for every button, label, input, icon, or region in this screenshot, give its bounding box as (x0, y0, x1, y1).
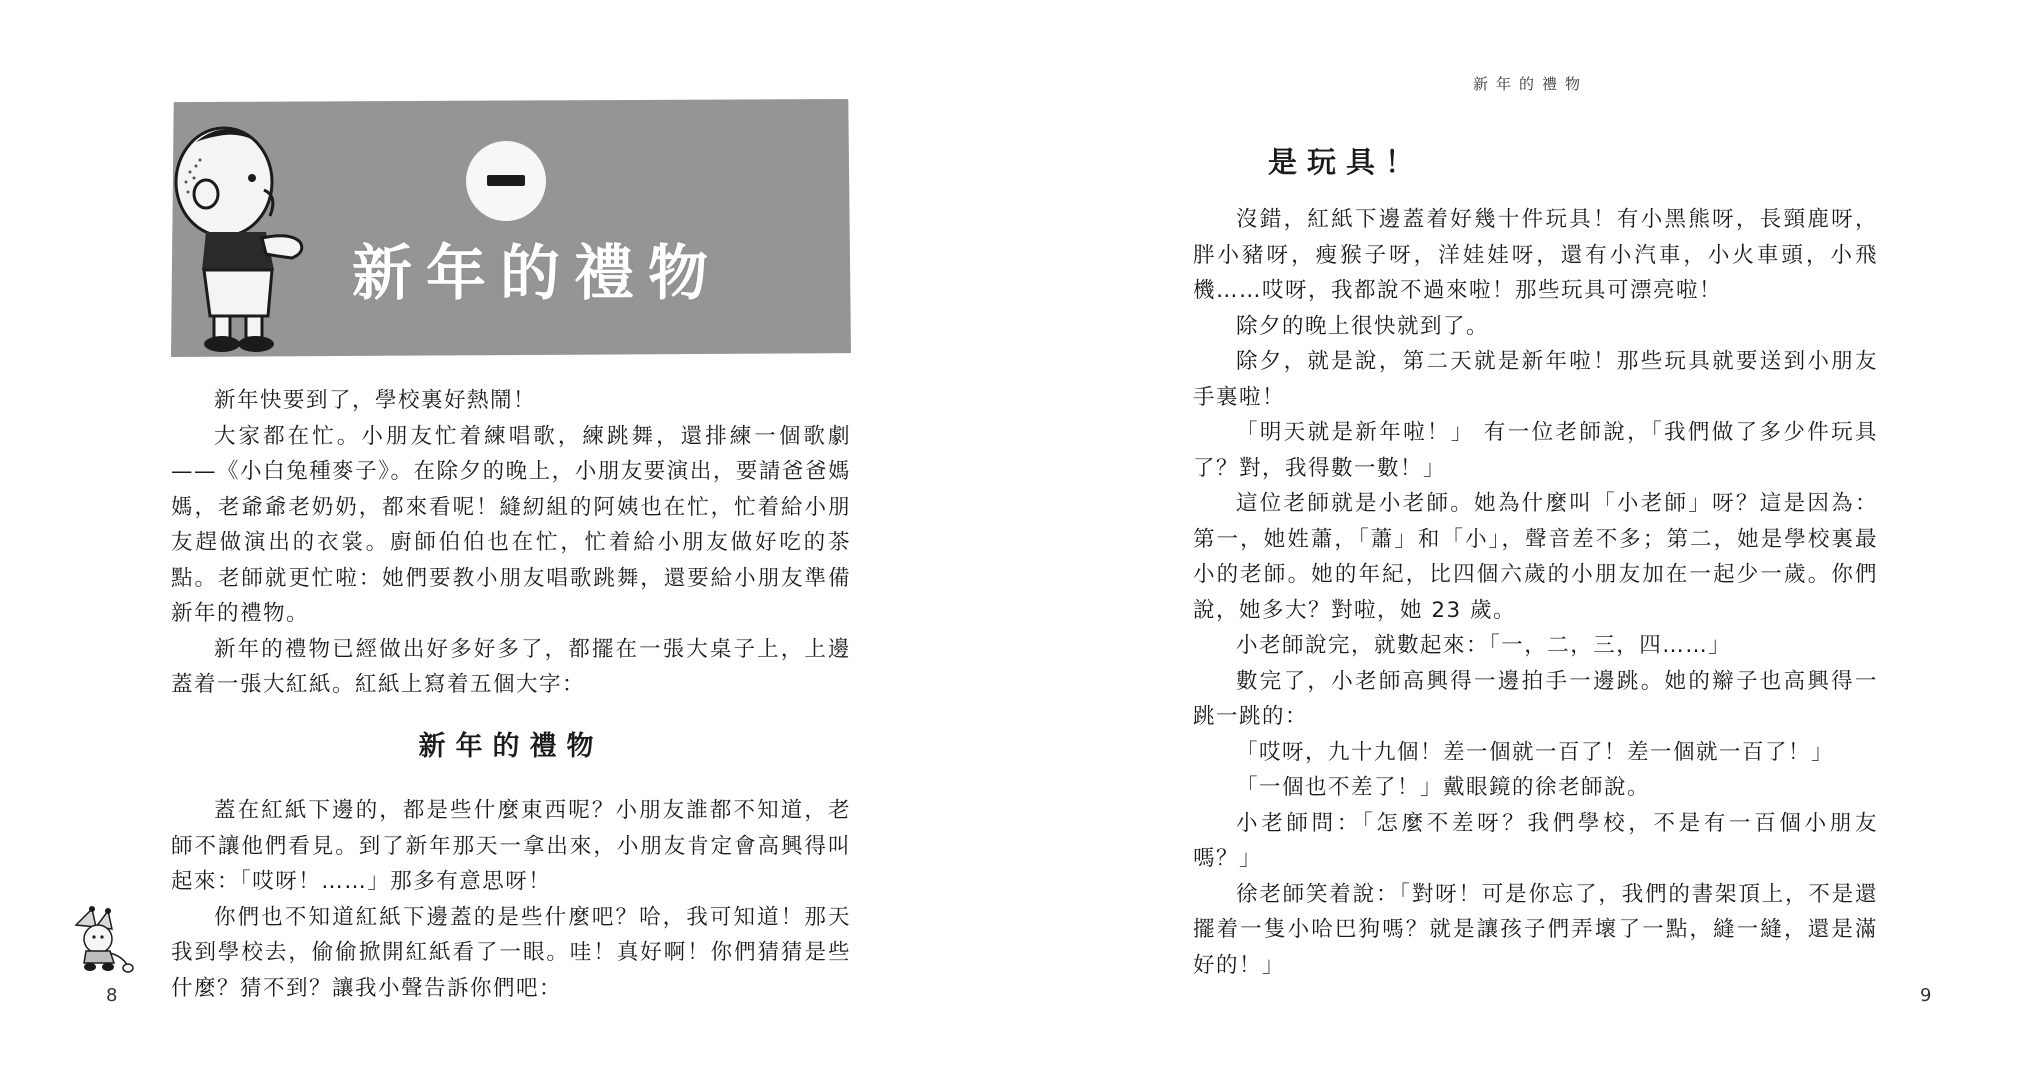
paragraph: 新年的禮物已經做出好多好多了，都擺在一張大桌子上，上邊蓋着一張大紅紙。紅紙上寫着五個大字： (171, 636, 851, 697)
chapter-number-badge (466, 141, 546, 221)
left-text-block-2 (171, 793, 851, 1006)
paragraph: 除夕的晚上很快就到了。 (1236, 313, 1490, 339)
chapter-title: 新年的禮物 (352, 239, 722, 309)
paragraph: 「哎呀，九十九個！差一個就一百了！差一個就一百了！」 (1236, 739, 1835, 765)
paragraph: 「一個也不差了！」戴眼鏡的徐老師說。 (1236, 775, 1651, 800)
left-text-block-1 (171, 383, 851, 703)
paragraph: 這位老師就是小老師。她為什麼叫「小老師」呀？這是因為：第一，她姓蕭，「蕭」和「小」，聲音差不多；第二，她是學校裏最小的老師。她的年紀，比四個六歲的小朋友加在一起少一歲。你們說，她多大？對啦，她 23 歲。 (1193, 491, 1878, 623)
paragraph: 「明天就是新年啦！」 有一位老師說，「我們做了多少件玩具了？對，我得數一數！」 (1193, 420, 1878, 481)
paragraph: 徐老師笑着說：「對呀！可是你忘了，我們的書架頂上，不是還擺着一隻小哈巴狗嗎？就是讓孩子們弄壞了一點，縫一縫，還是滿好的！」 (1193, 881, 1878, 978)
chapter-number-glyph (487, 175, 525, 186)
paragraph: 數完了，小老師高興得一邊拍手一邊跳。她的辮子也高興得一跳一跳的： (1193, 668, 1878, 729)
running-header: 新年的禮物 (1473, 75, 1589, 93)
paragraph: 小老師說完，就數起來：「一，二，三，四……」 (1236, 633, 1732, 658)
page-number-right: 9 (1920, 985, 1932, 1006)
paragraph: 蓋在紅紙下邊的，都是些什麼東西呢？小朋友誰都不知道，老師不讓他們看見。到了新年那天一拿出來，小朋友肯定會高興得叫起來：「哎呀！……」那多有意思呀！ (171, 798, 851, 894)
right-text-block (1193, 202, 1878, 983)
paragraph: 小老師問：「怎麼不差呀？我們學校，不是有一百個小朋友嗎？」 (1193, 810, 1878, 871)
paragraph: 沒錯，紅紙下邊蓋着好幾十件玩具！有小黑熊呀，長頸鹿呀，胖小豬呀，瘦猴子呀，洋娃娃呀，還有小汽車，小火車頭，小飛機……哎呀，我都說不過來啦！那些玩具可漂亮啦！ (1193, 207, 1878, 303)
paragraph: 除夕，就是說，第二天就是新年啦！那些玩具就要送到小朋友手裏啦！ (1193, 349, 1878, 410)
paragraph: 大家都在忙。小朋友忙着練唱歌，練跳舞，還排練一個歌劇——《小白兔種麥子》。在除夕的晚上，小朋友要演出，要請爸爸媽媽，老爺爺老奶奶，都來看呢！縫紉組的阿姨也在忙，忙着給小朋友趕做演出的衣裳。廚師伯伯也在忙，忙着給小朋友做好吃的茶點。老師就更忙啦：她們要教小朋友唱歌跳舞，還要給小朋友準備新年的禮物。 (171, 423, 851, 626)
red-paper-heading: 新年的禮物 (418, 731, 604, 762)
paragraph: 你們也不知道紅紙下邊蓋的是些什麼吧？哈，我可知道！那天我到學校去，偷偷掀開紅紙看了一眼。哇！真好啊！你們猜猜是些什麼？猜不到？讓我小聲告訴你們吧： (171, 904, 851, 1001)
section-heading: 是玩具！ (1268, 145, 1425, 179)
jester-doll-icon (62, 905, 146, 975)
page-number-left: 8 (106, 985, 118, 1006)
boy-character-illustration (166, 120, 316, 360)
paragraph: 新年快要到了，學校裏好熱鬧！ (214, 388, 537, 413)
